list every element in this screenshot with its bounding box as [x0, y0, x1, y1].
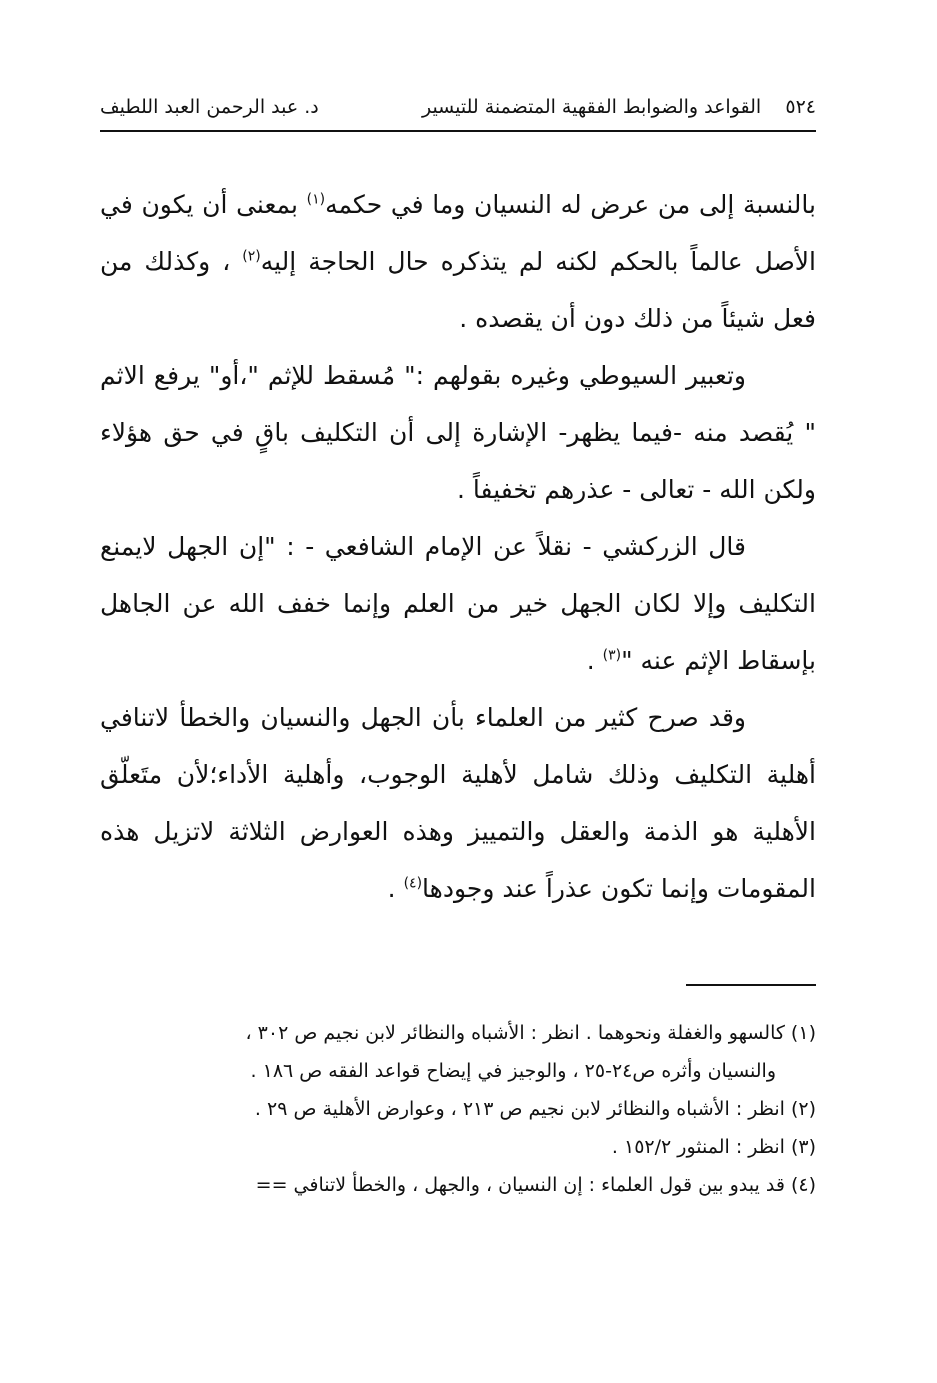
paragraph-3-part-b: . [586, 646, 603, 675]
header-left [100, 92, 319, 122]
footnote-1-line-1: (١) كالسهو والغفلة ونحوهما . انظر : الأشباه والنظائر لابن نجيم ص ٣٠٢ ، [245, 1022, 816, 1044]
footnote-ref-1: (١) [306, 191, 326, 208]
paragraph-1-part-b: بمعنى أن يكون في الأصل عالماً بالحكم لكنه لم يتذكره حال الحاجة إليه [100, 190, 816, 276]
footnote-divider [686, 984, 816, 986]
book-title: القواعد والضوابط الفقهية المتضمنة للتيسير [421, 96, 762, 118]
header-right [422, 92, 816, 122]
footnotes [100, 1014, 816, 1204]
paragraph-4-part-b: . [387, 874, 404, 903]
paragraph-3-part-a: قال الزركشي - نقلاً عن الإمام الشافعي - : "إن الجهل لايمنع التكليف وإلا لكان الجهل خير من العلم وإنما خفف الله عن الجاهل بإسقاط الإثم عنه " [100, 532, 816, 675]
footnote-4: (٤) قد يبدو بين قول العلماء : إن النسيان ، والجهل ، والخطأ لاتنافي == [255, 1174, 816, 1196]
paragraph-1 [100, 176, 816, 347]
footnote-ref-4: (٤) [403, 875, 423, 892]
paragraph-1-part-a: بالنسبة إلى من عرض له النسيان وما في حكمه [325, 190, 816, 219]
paragraph-1-part-c: ، وكذلك من فعل شيئاً من ذلك دون أن يقصده . [100, 247, 816, 333]
footnote-1-line-2: والنسيان وأثره ص٢٤-٢٥ ، والوجيز في إيضاح قواعد الفقه ص ١٨٦ . [250, 1060, 776, 1082]
paragraph-3 [100, 518, 816, 689]
page-number: ٥٢٤ [785, 96, 816, 118]
author-name: د. عبد الرحمن العبد اللطيف [100, 96, 319, 118]
paragraph-4-part-a: وقد صرح كثير من العلماء بأن الجهل والنسيان والخطأ لاتنافي أهلية التكليف وذلك شامل لأهلية الوجوب، وأهلية الأداء؛لأن متَعلّق الأهلية هو الذمة والعقل والتمييز وهذه العوارض الثلاثة لاتزيل هذه المقومات وإنما تكون عذراً عند وجودها [100, 703, 816, 903]
header-divider [100, 130, 816, 132]
paragraph-2: وتعبير السيوطي وغيره بقولهم :" مُسقط للإثم "،أو" يرفع الاثم " يُقصد منه -فيما يظهر- الإشارة إلى أن التكليف باقٍ في حق هؤلاء ولكن الله - تعالى - عذرهم تخفيفاً . [100, 361, 816, 504]
main-text [100, 176, 816, 917]
footnote-ref-2: (٢) [242, 248, 261, 265]
footnote-3: (٣) انظر : المنثور ١٥٢/٢ . [611, 1136, 816, 1158]
running-header [100, 86, 816, 122]
footnote-2: (٢) انظر : الأشباه والنظائر لابن نجيم ص ٢١٣ ، وعوارض الأهلية ص ٢٩ . [254, 1098, 816, 1120]
paragraph-4 [100, 689, 816, 917]
footnote-ref-3: (٣) [602, 647, 622, 664]
